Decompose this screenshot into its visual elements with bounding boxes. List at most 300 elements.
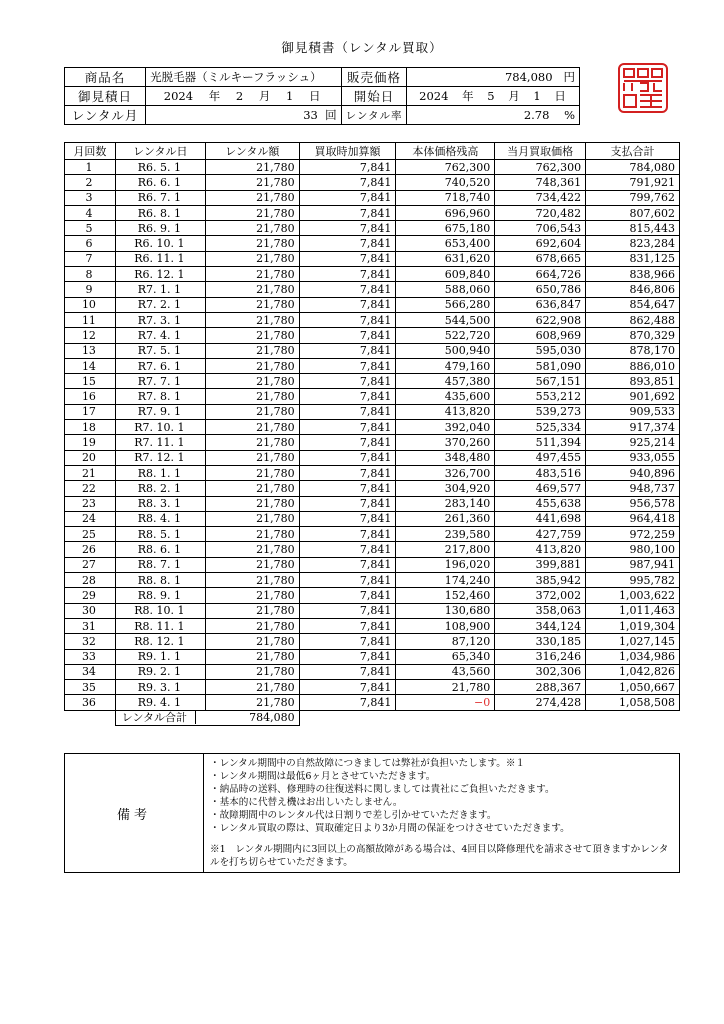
- buyout-addition-cell: 7,841: [299, 664, 396, 679]
- month-count-cell: 32: [65, 634, 116, 649]
- table-row: [65, 205, 680, 220]
- rental-amount-cell: 21,780: [205, 175, 299, 190]
- payment-total-cell: 1,034,986: [586, 649, 680, 664]
- rental-date-cell: R9. 3. 1: [115, 680, 205, 695]
- notes-table: [64, 753, 680, 873]
- table-row: [65, 695, 680, 710]
- quote-month: 2: [235, 89, 244, 103]
- buyout-price-cell: 469,577: [495, 481, 586, 496]
- payment-total-cell: 838,966: [586, 267, 680, 282]
- buyout-price-cell: 525,334: [495, 420, 586, 435]
- rental-amount-cell: 21,780: [205, 634, 299, 649]
- buyout-addition-cell: 7,841: [299, 236, 396, 251]
- buyout-price-cell: 399,881: [495, 557, 586, 572]
- payment-total-cell: 948,737: [586, 481, 680, 496]
- rental-amount-cell: 21,780: [205, 664, 299, 679]
- rental-amount-cell: 21,780: [205, 573, 299, 588]
- rental-amount-cell: 21,780: [205, 251, 299, 266]
- rental-amount-cell: 21,780: [205, 236, 299, 251]
- payment-total-cell: 807,602: [586, 205, 680, 220]
- start-day-unit: 日: [554, 89, 566, 103]
- principal-balance-cell: 348,480: [396, 450, 495, 465]
- buyout-price-cell: 288,367: [495, 680, 586, 695]
- total-trailing-space: [299, 710, 679, 725]
- payment-total-cell: 925,214: [586, 435, 680, 450]
- rental-date-cell: R8. 8. 1: [115, 573, 205, 588]
- month-count-cell: 14: [65, 358, 116, 373]
- payment-total-cell: 901,692: [586, 389, 680, 404]
- payment-total-cell: 854,647: [586, 297, 680, 312]
- buyout-addition-cell: 7,841: [299, 404, 396, 419]
- month-count-cell: 22: [65, 481, 116, 496]
- rental-amount-cell: 21,780: [205, 680, 299, 695]
- month-count-cell: 6: [65, 236, 116, 251]
- payment-total-cell: 1,058,508: [586, 695, 680, 710]
- table-row: [65, 557, 680, 572]
- buyout-addition-cell: 7,841: [299, 420, 396, 435]
- total-label-cell: [115, 710, 299, 725]
- header-payment-total: 支払合計: [586, 143, 680, 160]
- buyout-addition-cell: 7,841: [299, 634, 396, 649]
- month-count-cell: 30: [65, 603, 116, 618]
- table-row: [65, 435, 680, 450]
- rental-amount-cell: 21,780: [205, 420, 299, 435]
- note-line: ・レンタル期間中の自然故障につきましては弊社が負担いたします。※１: [210, 758, 526, 769]
- month-count-cell: 19: [65, 435, 116, 450]
- notes-label: 備考: [65, 754, 204, 873]
- rental-date-cell: R6. 6. 1: [115, 175, 205, 190]
- principal-balance-cell: 174,240: [396, 573, 495, 588]
- buyout-addition-cell: 7,841: [299, 205, 396, 220]
- principal-balance-cell: 588,060: [396, 282, 495, 297]
- buyout-price-cell: 358,063: [495, 603, 586, 618]
- month-count-cell: 3: [65, 190, 116, 205]
- rental-amount-cell: 21,780: [205, 297, 299, 312]
- quote-month-unit: 月: [258, 89, 271, 103]
- principal-balance-cell: 762,300: [396, 160, 495, 175]
- rental-amount-cell: 21,780: [205, 205, 299, 220]
- buyout-addition-cell: 7,841: [299, 343, 396, 358]
- rental-date-cell: R7. 10. 1: [115, 420, 205, 435]
- header-principal-balance: 本体価格残高: [396, 143, 495, 160]
- buyout-price-cell: 608,969: [495, 328, 586, 343]
- months-cell: [146, 106, 342, 125]
- rental-date-cell: R8. 1. 1: [115, 465, 205, 480]
- info-table: [64, 67, 580, 125]
- table-row: [65, 450, 680, 465]
- buyout-addition-cell: 7,841: [299, 603, 396, 618]
- buyout-price-cell: 385,942: [495, 573, 586, 588]
- buyout-addition-cell: 7,841: [299, 297, 396, 312]
- start-date-label: 開始日: [341, 87, 407, 106]
- rental-date-cell: R6. 10. 1: [115, 236, 205, 251]
- principal-balance-cell: 21,780: [396, 680, 495, 695]
- month-count-cell: 27: [65, 557, 116, 572]
- rental-date-cell: R9. 4. 1: [115, 695, 205, 710]
- month-count-cell: 33: [65, 649, 116, 664]
- principal-balance-cell: 653,400: [396, 236, 495, 251]
- table-row: [65, 374, 680, 389]
- payment-total-cell: 791,921: [586, 175, 680, 190]
- buyout-price-cell: 553,212: [495, 389, 586, 404]
- rental-amount-cell: 21,780: [205, 312, 299, 327]
- buyout-price-cell: 706,543: [495, 221, 586, 236]
- rental-amount-cell: 21,780: [205, 358, 299, 373]
- buyout-addition-cell: 7,841: [299, 389, 396, 404]
- rental-date-cell: R8. 6. 1: [115, 542, 205, 557]
- buyout-addition-cell: 7,841: [299, 496, 396, 511]
- quote-date: [146, 87, 342, 106]
- buyout-addition-cell: 7,841: [299, 695, 396, 710]
- principal-balance-cell: 217,800: [396, 542, 495, 557]
- principal-balance-cell: 413,820: [396, 404, 495, 419]
- rate-value: 2.78: [523, 108, 550, 122]
- buyout-addition-cell: 7,841: [299, 450, 396, 465]
- buyout-price-cell: 581,090: [495, 358, 586, 373]
- table-row: [65, 420, 680, 435]
- buyout-price-cell: 664,726: [495, 267, 586, 282]
- month-count-cell: 1: [65, 160, 116, 175]
- principal-balance-cell: 457,380: [396, 374, 495, 389]
- note-line: ・レンタル買取の際は、買取確定日より3か月間の保証をつけさせていただきます。: [210, 823, 570, 834]
- principal-balance-cell: 370,260: [396, 435, 495, 450]
- rental-date-cell: R7. 3. 1: [115, 312, 205, 327]
- month-count-cell: 8: [65, 267, 116, 282]
- header-buyout-addition: 買取時加算額: [299, 143, 396, 160]
- total-row: [65, 710, 680, 725]
- rental-amount-cell: 21,780: [205, 282, 299, 297]
- table-row: [65, 251, 680, 266]
- rental-amount-cell: 21,780: [205, 389, 299, 404]
- rate-label: レンタル率: [341, 106, 407, 125]
- payment-total-cell: 1,003,622: [586, 588, 680, 603]
- buyout-addition-cell: 7,841: [299, 542, 396, 557]
- product-value: 光脱毛器（ミルキーフラッシュ）: [146, 68, 342, 87]
- table-row: [65, 680, 680, 695]
- table-row: [65, 634, 680, 649]
- rental-amount-cell: 21,780: [205, 588, 299, 603]
- document-title: 御見積書（レンタル買取）: [281, 40, 443, 55]
- rate-cell: [407, 106, 580, 125]
- buyout-price-cell: 441,698: [495, 511, 586, 526]
- buyout-price-cell: 330,185: [495, 634, 586, 649]
- table-row: [65, 389, 680, 404]
- buyout-addition-cell: 7,841: [299, 312, 396, 327]
- buyout-price-cell: 567,151: [495, 374, 586, 389]
- quote-year-unit: 年: [208, 89, 221, 103]
- table-row: [65, 664, 680, 679]
- principal-balance-cell: 435,600: [396, 389, 495, 404]
- principal-balance-cell: 261,360: [396, 511, 495, 526]
- rental-date-cell: R9. 2. 1: [115, 664, 205, 679]
- buyout-addition-cell: 7,841: [299, 160, 396, 175]
- rental-date-cell: R7. 12. 1: [115, 450, 205, 465]
- payment-total-cell: 799,762: [586, 190, 680, 205]
- table-row: [65, 588, 680, 603]
- sale-price-cell: [407, 68, 580, 87]
- rental-date-cell: R6. 5. 1: [115, 160, 205, 175]
- table-row: [65, 603, 680, 618]
- principal-balance-cell: 326,700: [396, 465, 495, 480]
- principal-balance-cell: 239,580: [396, 527, 495, 542]
- month-count-cell: 26: [65, 542, 116, 557]
- buyout-price-cell: 372,002: [495, 588, 586, 603]
- start-month: 5: [487, 89, 495, 103]
- principal-balance-cell: −0: [396, 695, 495, 710]
- principal-balance-cell: 675,180: [396, 221, 495, 236]
- principal-balance-cell: 631,620: [396, 251, 495, 266]
- payment-schedule-table: [64, 142, 680, 726]
- buyout-price-cell: 316,246: [495, 649, 586, 664]
- table-row: [65, 221, 680, 236]
- buyout-price-cell: 274,428: [495, 695, 586, 710]
- table-row: [65, 465, 680, 480]
- table-row: [65, 282, 680, 297]
- table-row: [65, 542, 680, 557]
- table-row: [65, 267, 680, 282]
- rental-amount-cell: 21,780: [205, 557, 299, 572]
- header-rental-amount: レンタル額: [205, 143, 299, 160]
- rental-date-cell: R8. 4. 1: [115, 511, 205, 526]
- payment-total-cell: 909,533: [586, 404, 680, 419]
- month-count-cell: 11: [65, 312, 116, 327]
- rental-date-cell: R6. 12. 1: [115, 267, 205, 282]
- month-count-cell: 15: [65, 374, 116, 389]
- payment-total-cell: 878,170: [586, 343, 680, 358]
- month-count-cell: 10: [65, 297, 116, 312]
- quote-year: 2024: [163, 89, 194, 103]
- payment-total-cell: 862,488: [586, 312, 680, 327]
- payment-total-cell: 846,806: [586, 282, 680, 297]
- rental-amount-cell: 21,780: [205, 221, 299, 236]
- start-day: 1: [533, 89, 541, 103]
- buyout-addition-cell: 7,841: [299, 221, 396, 236]
- principal-balance-cell: 522,720: [396, 328, 495, 343]
- payment-total-cell: 987,941: [586, 557, 680, 572]
- payment-total-cell: 995,782: [586, 573, 680, 588]
- header-rental-date: レンタル日: [115, 143, 205, 160]
- table-row: [65, 511, 680, 526]
- buyout-addition-cell: 7,841: [299, 588, 396, 603]
- note-line: ・故障期間中のレンタル代は日割りで差し引かせていただきます。: [210, 810, 497, 821]
- header-month-count: 月回数: [65, 143, 116, 160]
- note-footnote: ※1 レンタル期間内に3回以上の高額故障がある場合は、4回目以降修理代を請求させて頂きますかレンタルを打ち切らせていただきます。: [210, 844, 669, 868]
- principal-balance-cell: 87,120: [396, 634, 495, 649]
- rental-date-cell: R6. 7. 1: [115, 190, 205, 205]
- month-count-cell: 31: [65, 618, 116, 633]
- rental-amount-cell: 21,780: [205, 435, 299, 450]
- principal-balance-cell: 108,900: [396, 618, 495, 633]
- seal-icon: [620, 65, 666, 111]
- rental-date-cell: R8. 10. 1: [115, 603, 205, 618]
- rental-amount-cell: 21,780: [205, 649, 299, 664]
- rental-date-cell: R8. 9. 1: [115, 588, 205, 603]
- payment-total-cell: 886,010: [586, 358, 680, 373]
- rental-amount-cell: 21,780: [205, 618, 299, 633]
- buyout-price-cell: 692,604: [495, 236, 586, 251]
- note-line: ・レンタル期間は最低6ヶ月とさせていただきます。: [210, 771, 436, 782]
- rate-unit: %: [564, 108, 575, 122]
- principal-balance-cell: 479,160: [396, 358, 495, 373]
- note-line: ・納品時の送料、修理時の往復送料に関しましては貴社にご負担いただきます。: [210, 784, 555, 795]
- month-count-cell: 2: [65, 175, 116, 190]
- total-value: 784,080: [249, 711, 295, 725]
- month-count-cell: 21: [65, 465, 116, 480]
- buyout-addition-cell: 7,841: [299, 251, 396, 266]
- buyout-addition-cell: 7,841: [299, 511, 396, 526]
- buyout-addition-cell: 7,841: [299, 465, 396, 480]
- month-count-cell: 36: [65, 695, 116, 710]
- rental-amount-cell: 21,780: [205, 404, 299, 419]
- rental-date-cell: R8. 5. 1: [115, 527, 205, 542]
- rental-date-cell: R6. 8. 1: [115, 205, 205, 220]
- buyout-addition-cell: 7,841: [299, 358, 396, 373]
- rental-amount-cell: 21,780: [205, 481, 299, 496]
- quote-day-unit: 日: [308, 89, 321, 103]
- month-count-cell: 5: [65, 221, 116, 236]
- principal-balance-cell: 566,280: [396, 297, 495, 312]
- total-spacer: [65, 710, 116, 725]
- buyout-price-cell: 413,820: [495, 542, 586, 557]
- buyout-addition-cell: 7,841: [299, 481, 396, 496]
- month-count-cell: 24: [65, 511, 116, 526]
- month-count-cell: 16: [65, 389, 116, 404]
- rental-date-cell: R7. 9. 1: [115, 404, 205, 419]
- month-count-cell: 17: [65, 404, 116, 419]
- payment-total-cell: 870,329: [586, 328, 680, 343]
- buyout-addition-cell: 7,841: [299, 282, 396, 297]
- quote-date-label: 御見積日: [65, 87, 146, 106]
- buyout-addition-cell: 7,841: [299, 267, 396, 282]
- table-row: [65, 297, 680, 312]
- buyout-price-cell: 678,665: [495, 251, 586, 266]
- buyout-price-cell: 302,306: [495, 664, 586, 679]
- product-label: 商品名: [65, 68, 146, 87]
- month-count-cell: 23: [65, 496, 116, 511]
- principal-balance-cell: 718,740: [396, 190, 495, 205]
- payment-total-cell: 1,027,145: [586, 634, 680, 649]
- buyout-addition-cell: 7,841: [299, 680, 396, 695]
- rental-date-cell: R7. 11. 1: [115, 435, 205, 450]
- buyout-price-cell: 636,847: [495, 297, 586, 312]
- principal-balance-cell: 392,040: [396, 420, 495, 435]
- rental-amount-cell: 21,780: [205, 465, 299, 480]
- buyout-addition-cell: 7,841: [299, 175, 396, 190]
- note-line: ・基本的に代替え機はお出しいたしません。: [210, 797, 403, 808]
- payment-total-cell: 933,055: [586, 450, 680, 465]
- rental-date-cell: R9. 1. 1: [115, 649, 205, 664]
- sale-price-value: 784,080: [504, 70, 553, 84]
- start-year-unit: 年: [462, 89, 474, 103]
- header-buyout-price: 当月買取価格: [495, 143, 586, 160]
- buyout-price-cell: 650,786: [495, 282, 586, 297]
- payment-total-cell: 893,851: [586, 374, 680, 389]
- rental-amount-cell: 21,780: [205, 160, 299, 175]
- rental-date-cell: R7. 4. 1: [115, 328, 205, 343]
- principal-balance-cell: 740,520: [396, 175, 495, 190]
- month-count-cell: 4: [65, 205, 116, 220]
- rental-amount-cell: 21,780: [205, 343, 299, 358]
- rental-amount-cell: 21,780: [205, 527, 299, 542]
- buyout-price-cell: 511,394: [495, 435, 586, 450]
- months-value: 33: [303, 108, 318, 122]
- rental-date-cell: R6. 11. 1: [115, 251, 205, 266]
- rental-date-cell: R8. 3. 1: [115, 496, 205, 511]
- buyout-addition-cell: 7,841: [299, 527, 396, 542]
- month-count-cell: 9: [65, 282, 116, 297]
- payment-total-cell: 784,080: [586, 160, 680, 175]
- rental-amount-cell: 21,780: [205, 695, 299, 710]
- table-row: [65, 160, 680, 175]
- month-count-cell: 13: [65, 343, 116, 358]
- principal-balance-cell: 65,340: [396, 649, 495, 664]
- buyout-addition-cell: 7,841: [299, 190, 396, 205]
- rental-amount-cell: 21,780: [205, 450, 299, 465]
- start-month-unit: 月: [508, 89, 520, 103]
- buyout-price-cell: 497,455: [495, 450, 586, 465]
- rental-amount-cell: 21,780: [205, 374, 299, 389]
- rental-amount-cell: 21,780: [205, 542, 299, 557]
- rental-date-cell: R8. 12. 1: [115, 634, 205, 649]
- sale-price-label: 販売価格: [341, 68, 407, 87]
- rental-date-cell: R6. 9. 1: [115, 221, 205, 236]
- payment-total-cell: 815,443: [586, 221, 680, 236]
- buyout-price-cell: 622,908: [495, 312, 586, 327]
- table-row: [65, 618, 680, 633]
- payment-total-cell: 980,100: [586, 542, 680, 557]
- table-row: [65, 343, 680, 358]
- principal-balance-cell: 283,140: [396, 496, 495, 511]
- buyout-price-cell: 539,273: [495, 404, 586, 419]
- buyout-addition-cell: 7,841: [299, 649, 396, 664]
- rental-date-cell: R7. 2. 1: [115, 297, 205, 312]
- rental-date-cell: R8. 2. 1: [115, 481, 205, 496]
- principal-balance-cell: 696,960: [396, 205, 495, 220]
- table-row: [65, 573, 680, 588]
- payment-total-cell: 956,578: [586, 496, 680, 511]
- table-row: [65, 312, 680, 327]
- buyout-price-cell: 748,361: [495, 175, 586, 190]
- table-row: [65, 527, 680, 542]
- buyout-price-cell: 427,759: [495, 527, 586, 542]
- rental-amount-cell: 21,780: [205, 267, 299, 282]
- principal-balance-cell: 130,680: [396, 603, 495, 618]
- principal-balance-cell: 609,840: [396, 267, 495, 282]
- buyout-addition-cell: 7,841: [299, 374, 396, 389]
- principal-balance-cell: 500,940: [396, 343, 495, 358]
- total-label: レンタル合計: [116, 711, 196, 724]
- principal-balance-cell: 43,560: [396, 664, 495, 679]
- payment-total-cell: 1,019,304: [586, 618, 680, 633]
- quote-day: 1: [286, 89, 294, 103]
- rental-date-cell: R8. 7. 1: [115, 557, 205, 572]
- month-count-cell: 18: [65, 420, 116, 435]
- month-count-cell: 34: [65, 664, 116, 679]
- start-year: 2024: [419, 89, 449, 103]
- table-row: [65, 404, 680, 419]
- buyout-price-cell: 762,300: [495, 160, 586, 175]
- month-count-cell: 20: [65, 450, 116, 465]
- buyout-price-cell: 734,422: [495, 190, 586, 205]
- buyout-price-cell: 595,030: [495, 343, 586, 358]
- table-row: [65, 649, 680, 664]
- principal-balance-cell: 196,020: [396, 557, 495, 572]
- rental-amount-cell: 21,780: [205, 511, 299, 526]
- payment-total-cell: 1,011,463: [586, 603, 680, 618]
- month-count-cell: 7: [65, 251, 116, 266]
- table-row: [65, 481, 680, 496]
- rental-date-cell: R7. 8. 1: [115, 389, 205, 404]
